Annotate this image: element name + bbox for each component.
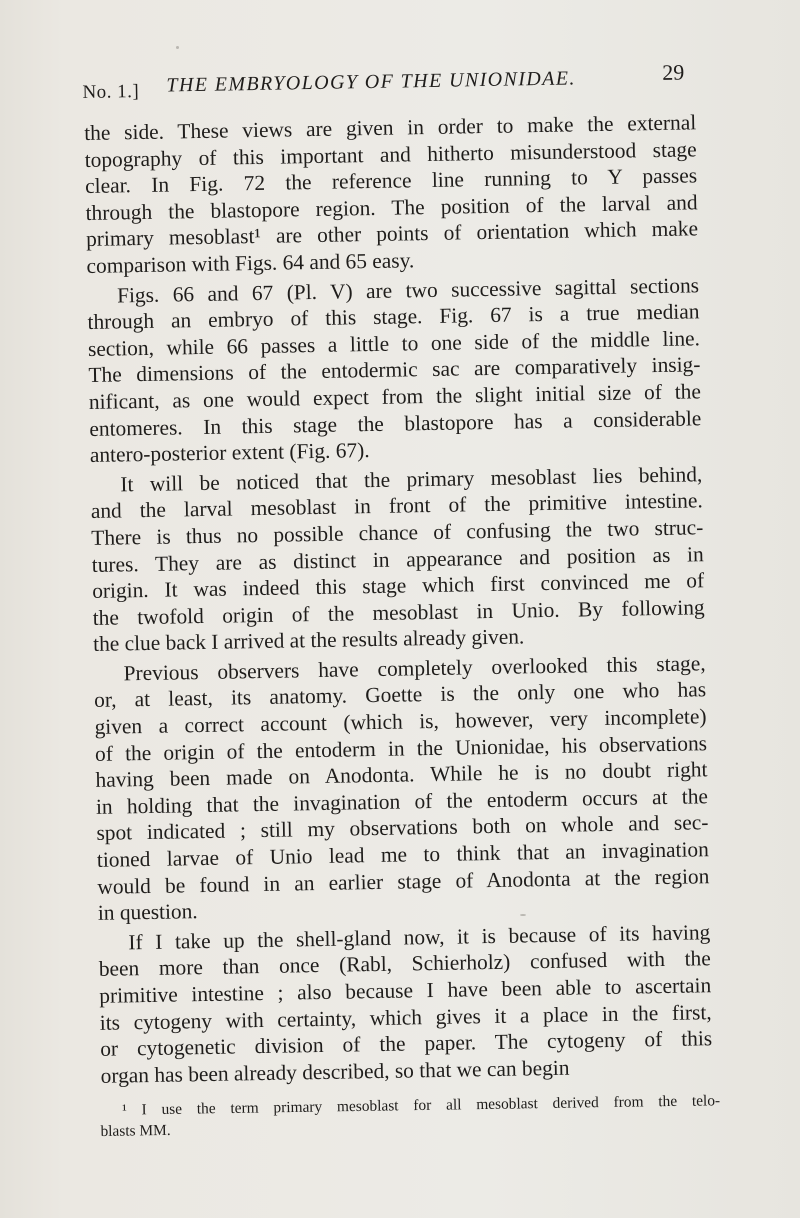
body-text [84, 109, 713, 1089]
text-line: the twofold origin of the mesoblast in Unio. By following [92, 594, 705, 630]
text-line: tures. They are as distinct in appearance and position as in [91, 541, 704, 577]
text-line: nificant, as one would expect from the slight initial size of the [88, 379, 702, 414]
paper-speck [176, 46, 179, 49]
text-line: in question. [97, 899, 198, 926]
text-line: topography of this important and hitherto misunderstood stage [84, 136, 697, 172]
text-line: comparison with Figs. 64 and 65 easy. [86, 248, 415, 278]
text-line: of the origin of the entoderm in the Unionidae, his observations [94, 730, 708, 766]
text-line: section, while 66 passes a little to one side of the middle line. [87, 326, 701, 361]
text-line: through the blastopore region. The position of the larval and [85, 190, 698, 225]
paragraph [93, 650, 710, 927]
text-line: through an embryo of this stage. Fig. 67 is a true median [87, 299, 700, 335]
paragraph [84, 109, 699, 279]
running-title: THE EMBRYOLOGY OF THE UNIONIDAE. [166, 67, 576, 97]
text-line: entomeres. In this stage the blastopore has a considerable [89, 405, 702, 441]
text-line: or, at least, its anatomy. Goette is the only one who has [93, 677, 707, 713]
text-line: or cytogenetic division of the paper. The cytogeny of this [100, 1026, 713, 1062]
text-line: Previous observers have completely overlooked this stage, [123, 651, 706, 686]
text-line: origin. It was indeed this stage which first convinced me of [92, 568, 705, 604]
text-line: in holding that the invagination of the entoderm occurs at the [95, 784, 709, 819]
text-line: been more than once (Rabl, Schierholz) confused with the [98, 946, 711, 982]
text-line: its cytogeny with certainty, which gives it a place in the first, [99, 999, 712, 1035]
running-header [82, 53, 692, 103]
paragraph [87, 272, 702, 469]
page-number: 29 [662, 59, 685, 85]
text-line: the clue back I arrived at the results already given. [92, 624, 525, 657]
paper-speck [520, 914, 526, 916]
paragraph [98, 919, 713, 1089]
text-line: clear. In Fig. 72 the reference line running to Y passes [84, 163, 698, 199]
footnote-line: ¹ I use the term primary mesoblast for all mesoblast derived from the telo- [122, 1092, 721, 1119]
text-line: organ has been already described, so that we can begin [100, 1055, 570, 1088]
text-line: having been made on Anodonta. While he is no doubt right [95, 757, 708, 793]
text-line: There is thus no possible chance of confusing the two struc- [91, 515, 704, 550]
footnote [100, 1090, 721, 1142]
text-line: tioned larvae of Unio lead me to think that an invagination [96, 837, 710, 872]
text-line: the side. These views are given in order to make the external [84, 110, 697, 145]
text-line: would be found in an earlier stage of Anodonta at the region [97, 863, 710, 899]
text-line: The dimensions of the entodermic sac are comparatively insig- [88, 352, 701, 388]
text-line: If I take up the shell-gland now, it is because of its having [128, 920, 711, 955]
text-line: It will be noticed that the primary mesoblast lies behind, [120, 461, 703, 497]
footnote-line: blasts MM. [100, 1121, 171, 1140]
text-line: spot indicated ; still my observations both on whole and sec- [96, 810, 709, 846]
text-line: and the larval mesoblast in front of the primitive intestine. [90, 488, 703, 524]
text-line: given a correct account (which is, however, very incomplete) [94, 704, 707, 739]
text-line: antero-posterior extent (Fig. 67). [89, 438, 370, 468]
paragraph [90, 461, 705, 658]
text-line: primary mesoblast¹ are other points of orientation which make [85, 216, 699, 252]
text-line: primitive intestine ; also because I have been able to ascertain [99, 973, 712, 1008]
issue-number: No. 1.] [82, 81, 140, 103]
text-line: Figs. 66 and 67 (Pl. V) are two successive sagittal sections [116, 272, 700, 308]
